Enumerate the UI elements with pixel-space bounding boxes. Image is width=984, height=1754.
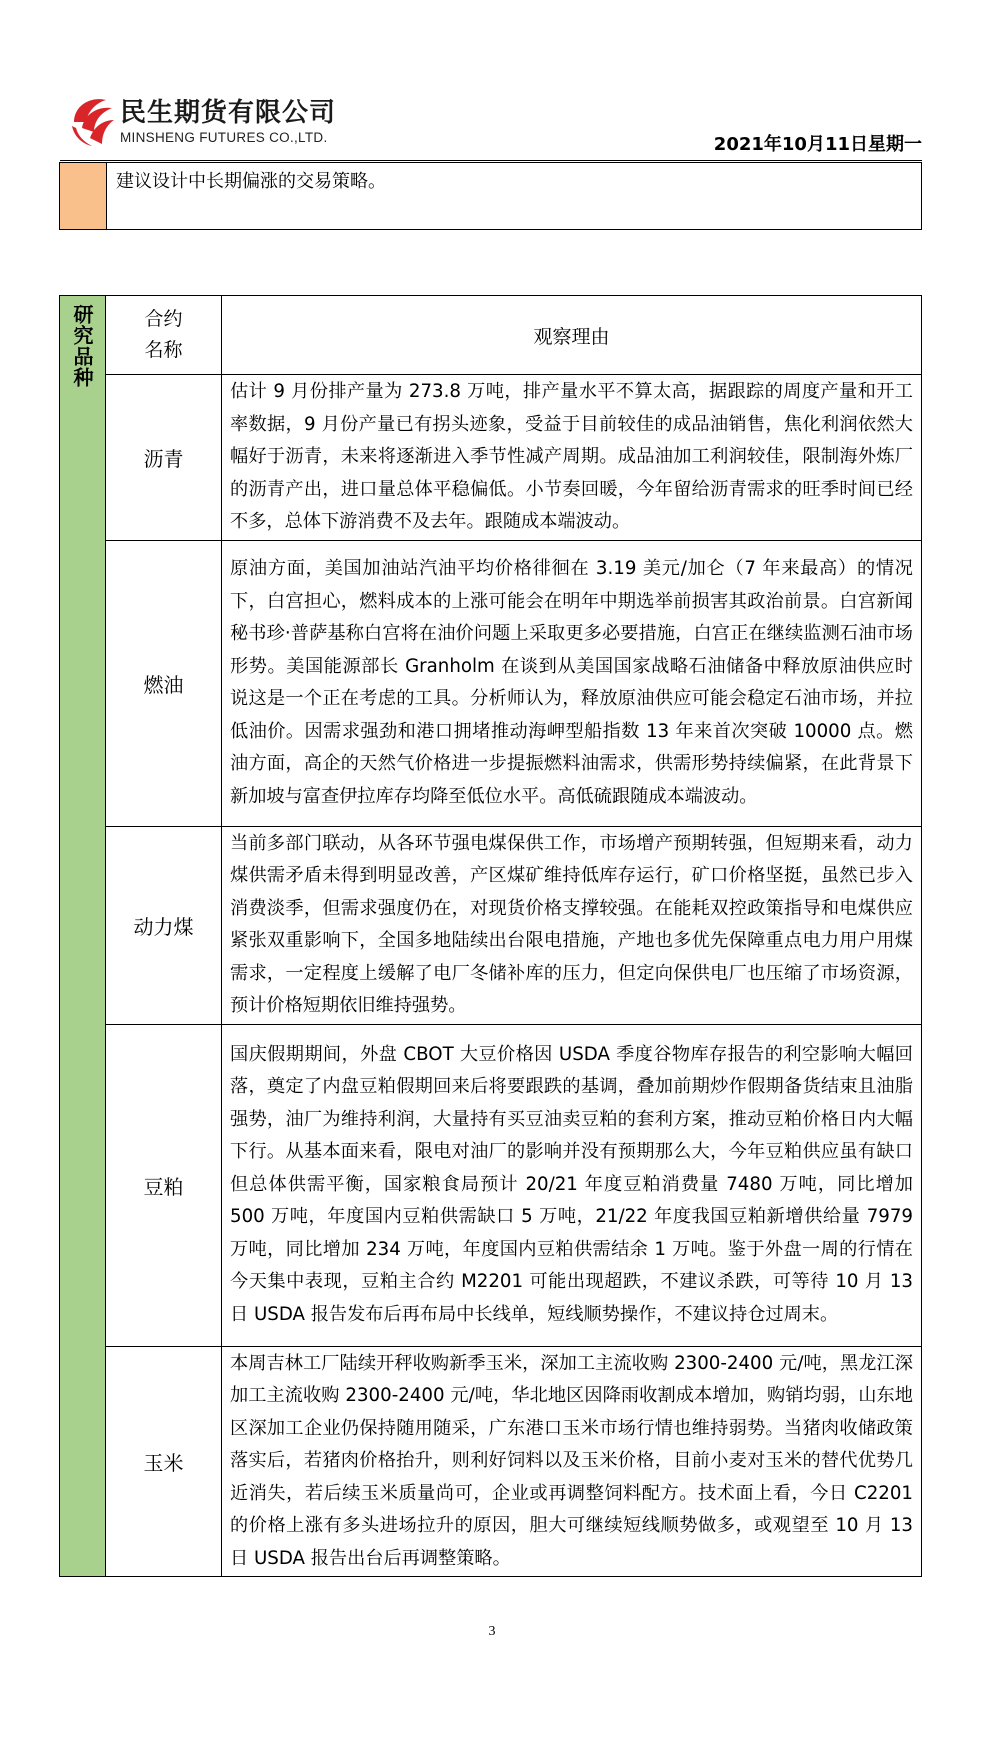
contract-name: 豆粕 — [106, 1024, 222, 1346]
strategy-note-side — [60, 163, 107, 229]
side-label-cell — [60, 296, 106, 1577]
page-number: 3 — [488, 1624, 496, 1639]
header-reason: 观察理由 — [222, 296, 922, 375]
table-row — [60, 1024, 922, 1346]
company-logo — [68, 92, 348, 152]
contract-name: 燃油 — [106, 540, 222, 826]
research-table — [59, 295, 922, 1577]
strategy-note-text: 建议设计中长期偏涨的交易策略。 — [116, 171, 386, 192]
side-label: 研究品种 — [70, 304, 94, 388]
header-contract-name — [106, 296, 222, 375]
report-date: 2021年10月11日星期一 — [713, 134, 922, 155]
contract-name: 沥青 — [106, 375, 222, 541]
table-row — [60, 1346, 922, 1577]
observation-reason: 本周吉林工厂陆续开秤收购新季玉米，深加工主流收购 2300-2400 元/吨，黑龙江深加工主流收购 2300-2400 元/吨，华北地区因降雨收割成本增加，购销均弱，山东地区深加工企业仍保持随用随采，广东港口玉米市场行情也维持弱势。当猪肉收储政策落实后，若猪肉价格抬升，则利好饲料以及玉米价格，目前小麦对玉米的替代优势几近消失，若后续玉米质量尚可，企业或再调整饲料配方。技术面上看，今日 C2201 的价格上涨有多头进场拉升的原因，胆大可继续短线顺势做多，或观望至 10 月 13 日 USDA 报告出台后再调整策略。 — [222, 1346, 922, 1577]
strategy-note-box — [59, 162, 922, 230]
company-name-en: MINSHENG FUTURES CO.,LTD. — [120, 130, 328, 145]
observation-reason: 当前多部门联动，从各环节强电煤保供工作，市场增产预期转强，但短期来看，动力煤供需矛盾未得到明显改善，产区煤矿维持低库存运行，矿口价格坚挺，虽然已步入消费淡季，但需求强度仍在，对现货价格支撑较强。在能耗双控政策指导和电煤供应紧张双重影响下，全国多地陆续出台限电措施，产地也多优先保障重点电力用户用煤需求，一定程度上缓解了电厂冬储补库的压力，但定向保供电厂也压缩了市场资源，预计价格短期依旧维持强势。 — [222, 826, 922, 1024]
table-row — [60, 375, 922, 541]
observation-reason: 原油方面，美国加油站汽油平均价格徘徊在 3.19 美元/加仑（7 年来最高）的情况下，白宫担心，燃料成本的上涨可能会在明年中期选举前损害其政治前景。白宫新闻秘书珍·普萨基称白宫将在油价问题上采取更多必要措施，白宫正在继续监测石油市场形势。美国能源部长 Granholm 在谈到从美国国家战略石油储备中释放原油供应时说这是一个正在考虑的工具。分析师认为，释放原油供应可能会稳定石油市场，并拉低油价。因需求强劲和港口拥堵推动海岬型船指数 13 年来首次突破 10000 点。燃油方面，高企的天然气价格进一步提振燃料油需求，供需形势持续偏紧，在此背景下新加坡与富查伊拉库存均降至低位水平。高低硫跟随成本端波动。 — [222, 540, 922, 826]
company-name-cn: 民生期货有限公司 — [120, 98, 337, 128]
table-header-row — [60, 296, 922, 375]
header-divider — [60, 160, 922, 161]
table-row — [60, 826, 922, 1024]
observation-reason: 估计 9 月份排产量为 273.8 万吨，排产量水平不算太高，据跟踪的周度产量和开工率数据，9 月份产量已有拐头迹象，受益于目前较佳的成品油销售，焦化利润依然大幅好于沥青，未来将逐渐进入季节性减产周期。成品油加工利润较佳，限制海外炼厂的沥青产出，进口量总体平稳偏低。小节奏回暖，今年留给沥青需求的旺季时间已经不多，总体下游消费不及去年。跟随成本端波动。 — [222, 375, 922, 541]
contract-name: 玉米 — [106, 1346, 222, 1577]
table-row — [60, 540, 922, 826]
contract-name: 动力煤 — [106, 826, 222, 1024]
minsheng-logo-icon — [68, 92, 116, 148]
header-contract-name-text: 合约名称 — [144, 308, 183, 361]
observation-reason: 国庆假期期间，外盘 CBOT 大豆价格因 USDA 季度谷物库存报告的利空影响大幅回落，奠定了内盘豆粕假期回来后将要跟跌的基调，叠加前期炒作假期备货结束且油脂强势，油厂为维持利润，大量持有买豆油卖豆粕的套利方案，推动豆粕价格日内大幅下行。从基本面来看，限电对油厂的影响并没有预期那么大，今年豆粕供应虽有缺口但总体供需平衡，国家粮食局预计 20/21 年度豆粕消费量 7480 万吨，同比增加 500 万吨，年度国内豆粕供需缺口 5 万吨，21/22 年度我国豆粕新增供给量 7979 万吨，同比增加 234 万吨，年度国内豆粕供需结余 1 万吨。鉴于外盘一周的行情在今天集中表现，豆粕主合约 M2201 可能出现超跌，不建议杀跌，可等待 10 月 13 日 USDA 报告发布后再布局中长线单，短线顺势操作，不建议持仓过周末。 — [222, 1024, 922, 1346]
